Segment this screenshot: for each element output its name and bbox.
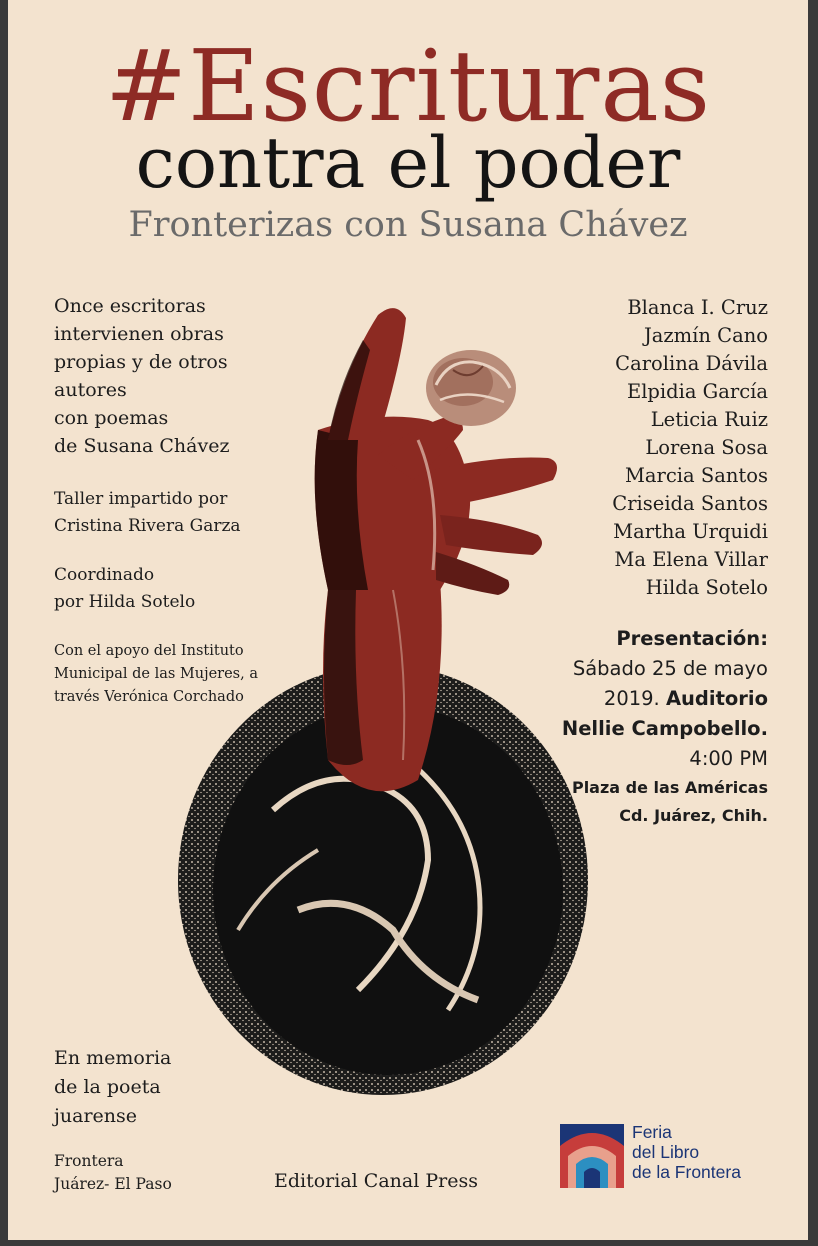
coordinado-line: por Hilda Sotelo <box>54 592 196 612</box>
writer-name: Blanca I. Cruz <box>627 296 768 319</box>
writer-name: Ma Elena Villar <box>614 548 768 571</box>
writer-name: Jazmín Cano <box>643 324 768 347</box>
event-venue-b: Nellie Campobello. <box>561 717 768 740</box>
apoyo-line: Con el apoyo del Instituto <box>54 643 244 659</box>
feria-logo-line: Feria <box>632 1122 672 1142</box>
intro-line: con poemas <box>54 407 169 429</box>
taller-text <box>54 486 241 540</box>
title-subtitle: contra el poder <box>135 122 681 204</box>
title-hashtag: #Escrituras <box>104 30 712 144</box>
writer-name: Martha Urquidi <box>613 520 768 543</box>
apoyo-line: través Verónica Corchado <box>54 689 244 705</box>
editorial-credit: Editorial Canal Press <box>274 1170 478 1192</box>
taller-line: Cristina Rivera Garza <box>54 516 241 536</box>
writers-list <box>612 294 768 602</box>
memoria-line: En memoria <box>54 1047 172 1069</box>
intro-line: Once escritoras <box>54 295 206 317</box>
memoria-line: juarense <box>54 1105 138 1127</box>
writer-name: Marcia Santos <box>624 464 768 487</box>
title-tagline: Fronterizas con Susana Chávez <box>128 205 688 245</box>
event-time: 4:00 PM <box>689 747 768 770</box>
coordinado-text <box>54 562 195 616</box>
writer-name: Elpidia García <box>626 380 768 403</box>
memoria-text <box>54 1044 171 1131</box>
writer-name: Hilda Sotelo <box>645 576 768 599</box>
event-venue-a: Auditorio <box>665 687 768 710</box>
event-year: 2019. <box>603 687 660 710</box>
frontera-line: Frontera <box>54 1152 124 1170</box>
feria-logo-line: del Libro <box>632 1142 700 1162</box>
feria-logo-icon <box>560 1124 624 1188</box>
poster <box>8 0 808 1240</box>
memoria-line: de la poeta <box>54 1076 161 1098</box>
event-date: Sábado 25 de mayo <box>572 657 768 680</box>
event-place-1: Plaza de las Américas <box>571 778 768 797</box>
intro-line: autores <box>54 379 127 401</box>
event-heading: Presentación: <box>616 627 768 650</box>
apoyo-text <box>54 640 258 709</box>
coordinado-line: Coordinado <box>54 565 155 585</box>
writer-name: Leticia Ruiz <box>650 408 768 431</box>
frontera-text <box>54 1150 172 1196</box>
intro-text <box>54 292 229 460</box>
taller-line: Taller impartido por <box>54 489 228 509</box>
apoyo-line: Municipal de las Mujeres, a <box>54 666 258 682</box>
event-year-venue <box>562 684 768 714</box>
feria-logo-text <box>632 1122 741 1182</box>
writer-name: Carolina Dávila <box>615 352 768 375</box>
intro-line: intervienen obras <box>54 323 224 345</box>
frontera-line: Juárez- El Paso <box>54 1175 172 1193</box>
intro-line: propias y de otros <box>54 351 228 373</box>
intro-line: de Susana Chávez <box>54 435 230 457</box>
feria-logo <box>560 1122 776 1194</box>
feria-logo-line: de la Frontera <box>632 1162 741 1182</box>
event-info <box>562 624 768 830</box>
writer-name: Criseida Santos <box>612 492 768 515</box>
writer-name: Lorena Sosa <box>645 436 768 459</box>
event-place-2: Cd. Juárez, Chih. <box>619 806 768 825</box>
